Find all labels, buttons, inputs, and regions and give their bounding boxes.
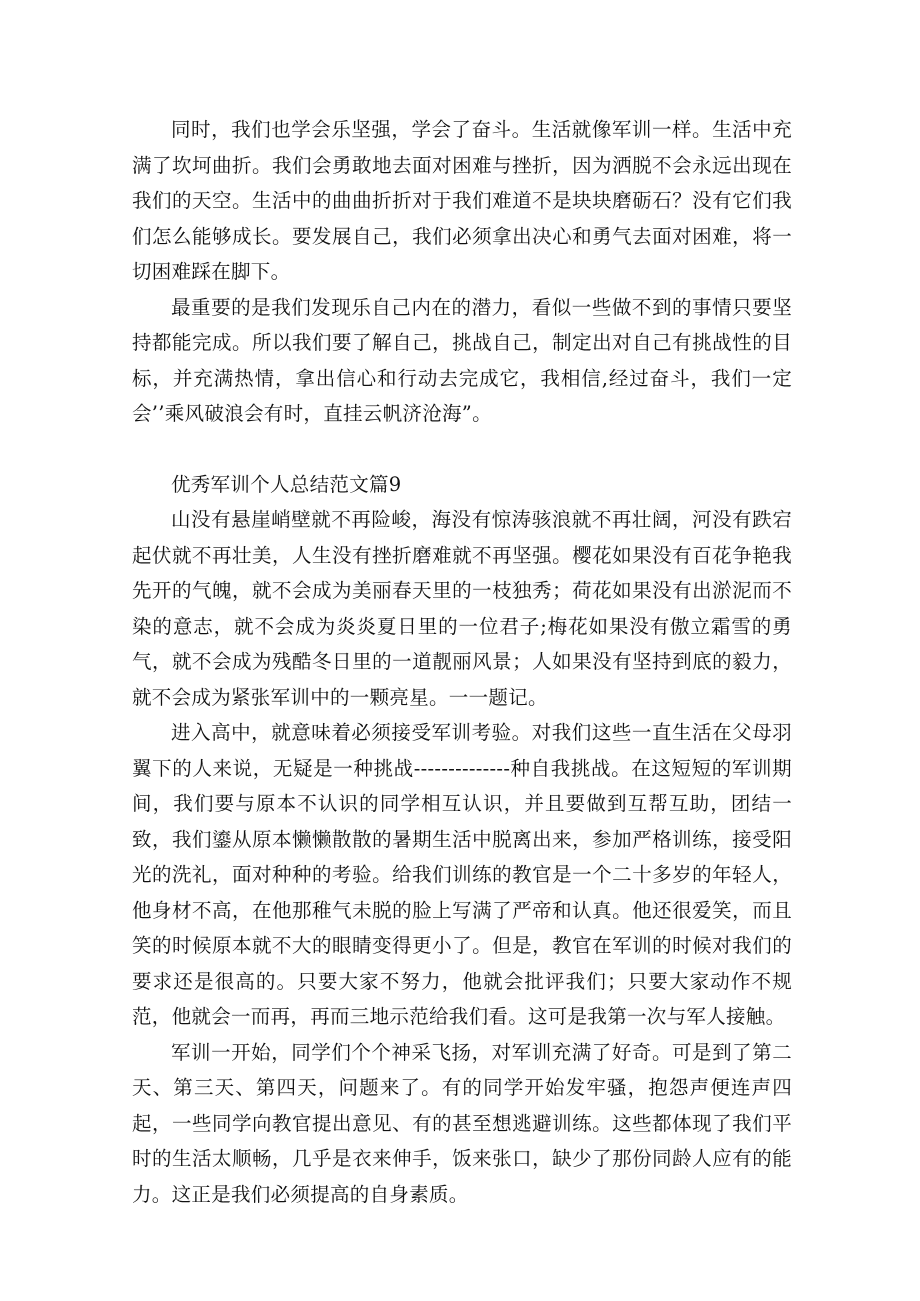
section-spacer xyxy=(132,432,792,467)
section-title: 优秀军训个人总结范文篇9 xyxy=(171,472,402,496)
paragraph-epigraph: 山没有悬崖峭壁就不再险峻，海没有惊涛骇浪就不再壮阔，河没有跌宕起伏就不再壮美，人生没有挫折磨难就不再坚强。樱花如果没有百花争艳我先开的气魄，就不会成为美丽春天里的一枝独秀；荷花如果没有出淤泥而不染的意志，就不会成为炎炎夏日里的一位君子;梅花如果没有傲立霜雪的勇气，就不会成为残酷冬日里的一道靓丽风景；人如果没有坚持到底的毅力，就不会成为紧张军训中的一颗亮星。一一题记。 xyxy=(132,508,792,709)
paragraph-high-school: 进入高中，就意味着必须接受军训考验。对我们这些一直生活在父母羽翼下的人来说，无疑是一种挑战--------------种自我挑战。在这短短的军训期间，我们要与原本不认识的同学相互认识，并且要做到互帮互助，团结一致，我们鎏从原本懒懒散散的暑期生活中脱离出来，参加严格训练，接受阳光的洗礼，面对种种的考验。给我们训练的教官是一个二十多岁的年轻人，他身材不高，在他那稚气未脱的脸上写满了严帝和认真。他还很爱笑，而且笑的时候原本就不大的眼睛变得更小了。但是，教官在军训的时候对我们的要求还是很高的。只要大家不努力，他就会批评我们；只要大家动作不规范，他就会一而再，再而三地示范给我们看。这可是我第一次与军人接触。 xyxy=(132,721,792,1028)
paragraph-training-start: 军训一开始，同学们个个神采飞扬，对军训充满了好奇。可是到了第二天、第三天、第四天，问题来了。有的同学开始发牢骚，抱怨声便连声四起，一些同学向教官提出意见、有的甚至想逃避训练。这些都体现了我们平时的生活太顺畅，几乎是衣来伸手，饭来张口，缺少了那份同龄人应有的能力。这正是我们必须提高的自身素质。 xyxy=(132,1040,792,1206)
paragraph-potential: 最重要的是我们发现乐自己内在的潜力，看似一些做不到的事情只要坚持都能完成。所以我们要了解自己，挑战自己，制定出对自己有挑战性的目标，并充满热情，拿出信心和行动去完成它，我相信,经过奋斗，我们一定会’’乘风破浪会有时，直挂云帆济沧海”。 xyxy=(132,295,792,425)
document-body xyxy=(132,112,792,1212)
paragraph-perseverance: 同时，我们也学会乐坚强，学会了奋斗。生活就像军训一样。生活中充满了坎坷曲折。我们会勇敢地去面对困难与挫折，因为洒脱不会永远出现在我们的天空。生活中的曲曲折折对于我们难道不是块块磨砺石？没有它们我们怎么能够成长。要发展自己，我们必须拿出决心和勇气去面对困难，将一切困难踩在脚下。 xyxy=(132,118,792,283)
